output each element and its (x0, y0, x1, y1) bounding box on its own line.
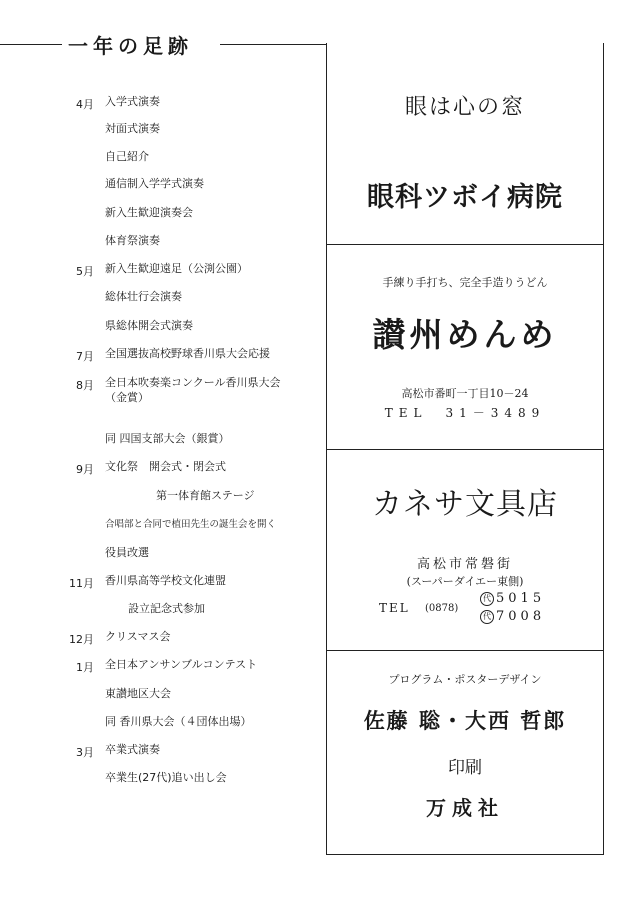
timeline-event: 同 四国支部大会（銀賞） (105, 432, 230, 445)
header-rule-left (0, 44, 62, 45)
timeline-event: 全国選抜高校野球香川県大会応援 (105, 347, 270, 360)
timeline-event: 新入生歓迎演奏会 (105, 206, 193, 219)
timeline-event: 自己紹介 (105, 150, 149, 163)
timeline-event-continued: （金賞） (105, 391, 149, 404)
stationery-shop-name: カネサ文具店 (372, 487, 558, 522)
header-rule-right (220, 44, 326, 45)
timeline-month: 4月 (76, 98, 94, 111)
udon-shop-name: 讃州めんめ (372, 315, 558, 354)
printer-name: 万成社 (426, 796, 504, 820)
timeline-event: 通信制入学学式演奏 (105, 177, 204, 190)
timeline-event: 対面式演奏 (105, 122, 160, 135)
timeline-event: 体育祭演奏 (105, 234, 160, 247)
timeline-event: 総体壮行会演奏 (105, 290, 182, 303)
stationery-location-note: (スーパーダイエー東側) (406, 575, 524, 588)
clinic-ad (327, 43, 603, 245)
credits-ad (327, 650, 603, 854)
designer-names: 佐藤 聡・大西 哲郎 (363, 709, 567, 733)
circled-representative-icon: 代 (480, 610, 494, 624)
timeline-event: 全日本アンサンブルコンテスト (105, 658, 258, 671)
timeline-event: クリスマス会 (105, 630, 171, 643)
timeline-event: 合唱部と合同で植田先生の誕生会を開く (105, 519, 277, 530)
circled-representative-icon: 代 (480, 592, 494, 606)
stationery-address: 高松市常磐街 (416, 557, 513, 572)
stationery-ad (327, 449, 603, 651)
timeline-event: 役員改選 (105, 546, 149, 559)
clinic-name: 眼科ツボイ病院 (367, 182, 563, 213)
timeline-event: 第一体育館ステージ (156, 489, 255, 502)
timeline-event: 全日本吹奏楽コンクール香川県大会 (105, 376, 281, 389)
timeline-month: 8月 (76, 379, 94, 392)
timeline-month: 3月 (76, 746, 94, 759)
udon-address: 高松市番町一丁目10－24 (401, 387, 529, 400)
timeline-event: 新入生歓迎遠足（公渕公園） (105, 262, 248, 275)
timeline-event: 卒業式演奏 (105, 743, 160, 756)
timeline-event: 香川県高等学校文化連盟 (105, 574, 226, 587)
clinic-motto: 眼は心の窓 (404, 95, 525, 120)
udon-ad (327, 244, 603, 450)
timeline-event: 県総体開会式演奏 (105, 319, 193, 332)
timeline-event: 東讃地区大会 (105, 687, 171, 700)
page-title: 一年の足跡 (68, 34, 193, 58)
timeline-month: 12月 (69, 633, 94, 646)
timeline-event: 入学式演奏 (105, 95, 160, 108)
timeline-event: 卒業生(27代)追い出し会 (105, 771, 227, 784)
print-label: 印刷 (448, 758, 482, 778)
timeline-month: 7月 (76, 350, 94, 363)
udon-tagline: 手練り手打ち、完全手造りうどん (382, 276, 548, 289)
timeline-event: 文化祭 開会式・閉会式 (105, 460, 226, 473)
stationery-tel-label: TEL (379, 601, 410, 615)
ad-column (326, 43, 604, 855)
timeline-month: 9月 (76, 463, 94, 476)
timeline-event: 設立記念式参加 (128, 602, 205, 615)
timeline-month: 5月 (76, 265, 94, 278)
timeline-month: 1月 (76, 661, 94, 674)
stationery-area-code: (0878) (425, 603, 459, 614)
stationery-tel-2: 代 7008 (480, 609, 545, 624)
stationery-tel-1: 代 5015 (480, 591, 545, 606)
timeline-event: 同 香川県大会（４団体出場） (105, 715, 252, 728)
design-label: プログラム・ポスターデザイン (388, 673, 542, 686)
udon-telephone: TEL 31－3489 (384, 406, 546, 420)
timeline-month: 11月 (69, 577, 94, 590)
